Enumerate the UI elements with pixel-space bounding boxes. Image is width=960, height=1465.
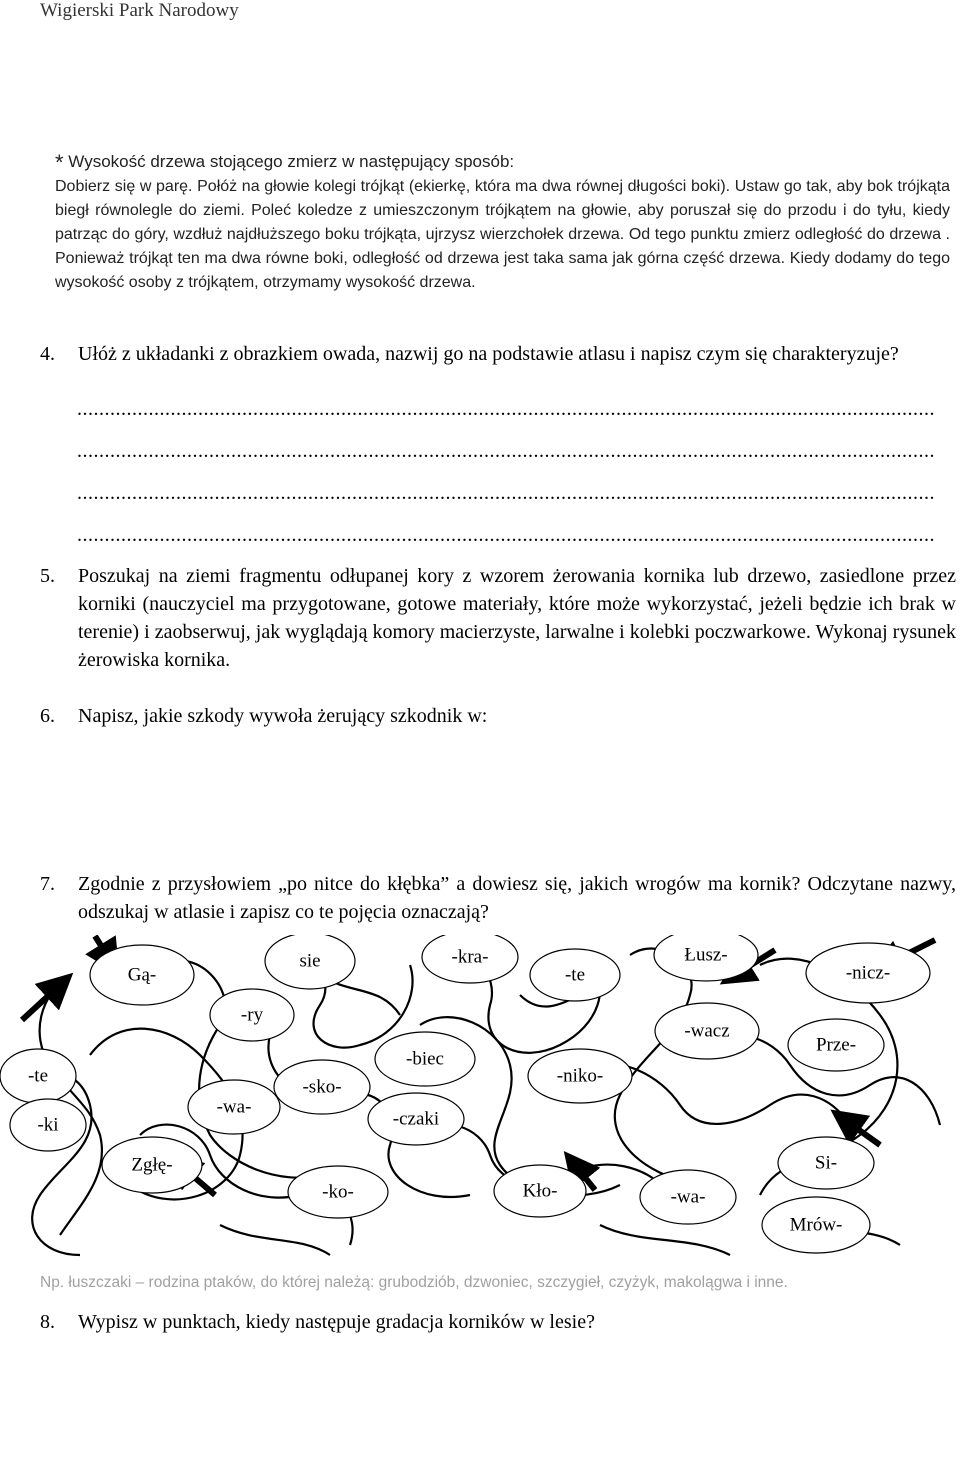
task-text: Napisz, jakie szkody wywoła żerujący szkodnik w: [78, 705, 488, 727]
instructions-title: Wysokość drzewa stojącego zmierz w następujący sposób: [68, 152, 515, 171]
task-5 [40, 562, 956, 682]
task-7 [40, 870, 956, 930]
syllable: Prze- [815, 1034, 857, 1056]
syllable: Gą- [127, 964, 157, 986]
syllable: Zgłę- [131, 1154, 173, 1176]
asterisk: * [55, 150, 64, 175]
task-4 [40, 340, 956, 400]
syllable: -ry [240, 1004, 264, 1026]
tree-height-instructions [55, 150, 950, 295]
word-maze [0, 935, 960, 1270]
task-text: Zgodnie z przysłowiem „po nitce do kłębka” a dowiesz się, jakich wrogów ma kornik? Odczytane nazwy, odszukaj w atlasie i zapisz co te pojęcia oznaczają? [78, 873, 956, 923]
syllable: -te [27, 1065, 49, 1087]
task-number: 8. [40, 1311, 55, 1333]
syllable: -czaki [392, 1108, 440, 1130]
syllable: -wa- [670, 1186, 706, 1208]
answer-line-2[interactable]: ............................................................................................................................................................ [77, 440, 935, 462]
syllable: -wa- [216, 1096, 252, 1118]
syllable: Mrów- [789, 1214, 843, 1236]
syllable: -nicz- [845, 962, 891, 984]
syllable: -biec [406, 1048, 444, 1070]
task-number: 6. [40, 705, 55, 727]
answer-line-1[interactable]: ............................................................................................................................................................ [77, 398, 935, 420]
answer-line-3[interactable]: ............................................................................................................................................................ [77, 482, 935, 504]
answer-line-4[interactable]: ............................................................................................................................................................ [77, 524, 935, 546]
syllable: -wacz [684, 1020, 730, 1042]
task-text: Wypisz w punktach, kiedy następuje gradacja korników w lesie? [78, 1311, 595, 1333]
syllable: -ki [37, 1114, 59, 1136]
syllable: sie [299, 950, 321, 972]
syllable: -sko- [302, 1076, 342, 1098]
task-6 [40, 702, 956, 732]
task-number: 4. [40, 343, 55, 365]
page-header: Wigierski Park Narodowy [40, 0, 239, 21]
task-text: Poszukaj na ziemi fragmentu odłupanej kory z wzorem żerowania kornika lub drzewo, zasiedlone przez korniki (nauczyciel ma przygotowane, gotowe materiały, które może wykorzystać, jeżeli będzie ich brak w terenie) i zaobserwuj, jak wyglądają komory macierzyste, larwalne i kolebki poczwarkowe. Wykonaj rysunek żerowiska kornika. [78, 565, 956, 671]
task-number: 5. [40, 565, 55, 587]
syllable: -ko- [322, 1181, 354, 1203]
task-text: Ułóż z układanki z obrazkiem owada, nazwij go na podstawie atlasu i napisz czym się charakteryzuje? [78, 343, 899, 365]
syllable: -niko- [556, 1065, 604, 1087]
syllable: -te [564, 964, 586, 986]
syllable: Si- [814, 1152, 838, 1174]
syllable: -kra- [451, 946, 489, 968]
example-note: Np. łuszczaki – rodzina ptaków, do której należą: grubodziób, dzwoniec, szczygieł, czyżyk, makolągwa i inne. [40, 1274, 788, 1291]
instructions-body: Dobierz się w parę. Połóż na głowie kolegi trójkąt (ekierkę, która ma dwa równej długości boki). Ustaw go tak, aby bok trójkąta biegł równolegle do ziemi. Poleć koledze z umieszczonym trójkątem na głowie, aby poruszał się do przodu i do tyłu, kiedy patrząc do góry, wzdłuż najdłuższego boku trójkąta, ujrzysz wierzchołek drzewa. Od tego punktu zmierz odległość do drzewa . Ponieważ trójkąt ten ma dwa równe boki, odległość od drzewa jest taka sama jak górna część drzewa. Kiedy dodamy do tego wysokość osoby z trójkątem, otrzymamy wysokość drzewa. [55, 178, 950, 291]
task-number: 7. [40, 873, 55, 895]
syllable: Kło- [522, 1180, 558, 1202]
syllable: Łusz- [684, 944, 728, 966]
task-8 [40, 1308, 956, 1338]
